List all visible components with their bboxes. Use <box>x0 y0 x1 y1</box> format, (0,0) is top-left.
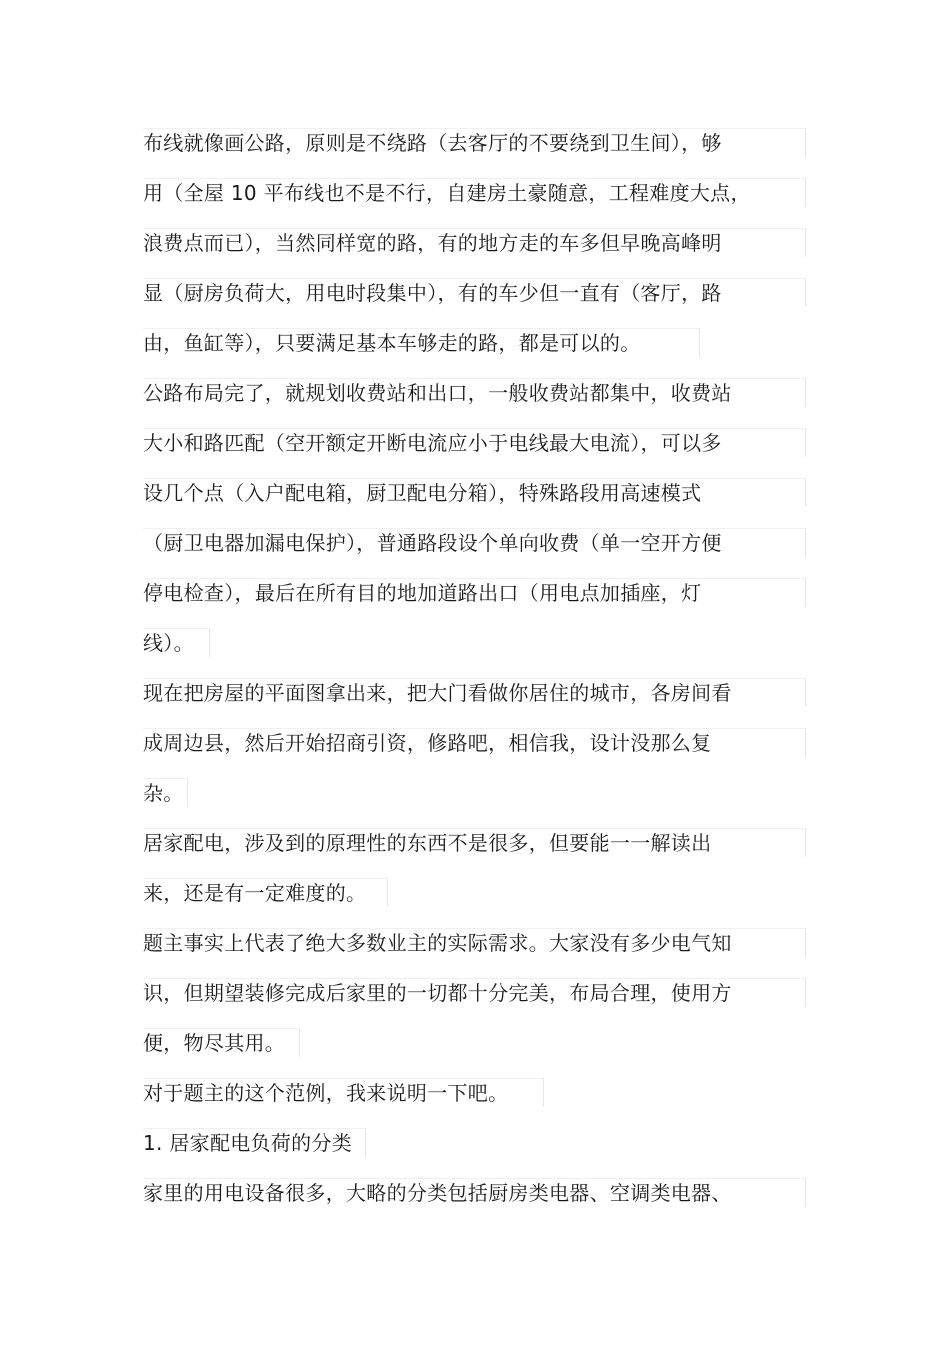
text-line: 杂。 <box>143 778 188 807</box>
text-line: 来，还是有一定难度的。 <box>143 878 388 907</box>
text-line: 设几个点（入户配电箱，厨卫配电分箱），特殊路段用高速模式 <box>143 478 806 507</box>
text-line: 线）。 <box>143 628 210 657</box>
section-heading: 1. 居家配电负荷的分类 <box>143 1128 366 1157</box>
text-line: 题主事实上代表了绝大多数业主的实际需求。大家没有多少电气知 <box>143 928 806 957</box>
text-line: 停电检查），最后在所有目的地加道路出口（用电点加插座，灯 <box>143 578 806 607</box>
text-line: 用（全屋 10 平布线也不是不行，自建房土豪随意，工程难度大点， <box>143 178 806 207</box>
text-line: 大小和路匹配（空开额定开断电流应小于电线最大电流），可以多 <box>143 428 806 457</box>
text-line: 对于题主的这个范例，我来说明一下吧。 <box>143 1078 544 1107</box>
text-line: 成周边县，然后开始招商引资，修路吧，相信我，设计没那么复 <box>143 728 806 757</box>
text-line: 显（厨房负荷大，用电时段集中），有的车少但一直有（客厅，路 <box>143 278 806 307</box>
text-line: 公路布局完了，就规划收费站和出口，一般收费站都集中，收费站 <box>143 378 806 407</box>
text-line: 家里的用电设备很多，大略的分类包括厨房类电器、空调类电器、 <box>143 1178 806 1207</box>
text-line: 现在把房屋的平面图拿出来，把大门看做你居住的城市，各房间看 <box>143 678 806 707</box>
text-line: 识，但期望装修完成后家里的一切都十分完美，布局合理，使用方 <box>143 978 806 1007</box>
text-line: 浪费点而已），当然同样宽的路，有的地方走的车多但早晚高峰明 <box>143 228 806 257</box>
text-line: （厨卫电器加漏电保护），普通路段设个单向收费（单一空开方便 <box>143 528 806 557</box>
text-line: 便，物尽其用。 <box>143 1028 300 1057</box>
text-line: 居家配电，涉及到的原理性的东西不是很多，但要能一一解读出 <box>143 828 806 857</box>
text-line: 布线就像画公路，原则是不绕路（去客厅的不要绕到卫生间），够 <box>143 128 806 157</box>
text-line: 由，鱼缸等），只要满足基本车够走的路，都是可以的。 <box>143 328 700 357</box>
